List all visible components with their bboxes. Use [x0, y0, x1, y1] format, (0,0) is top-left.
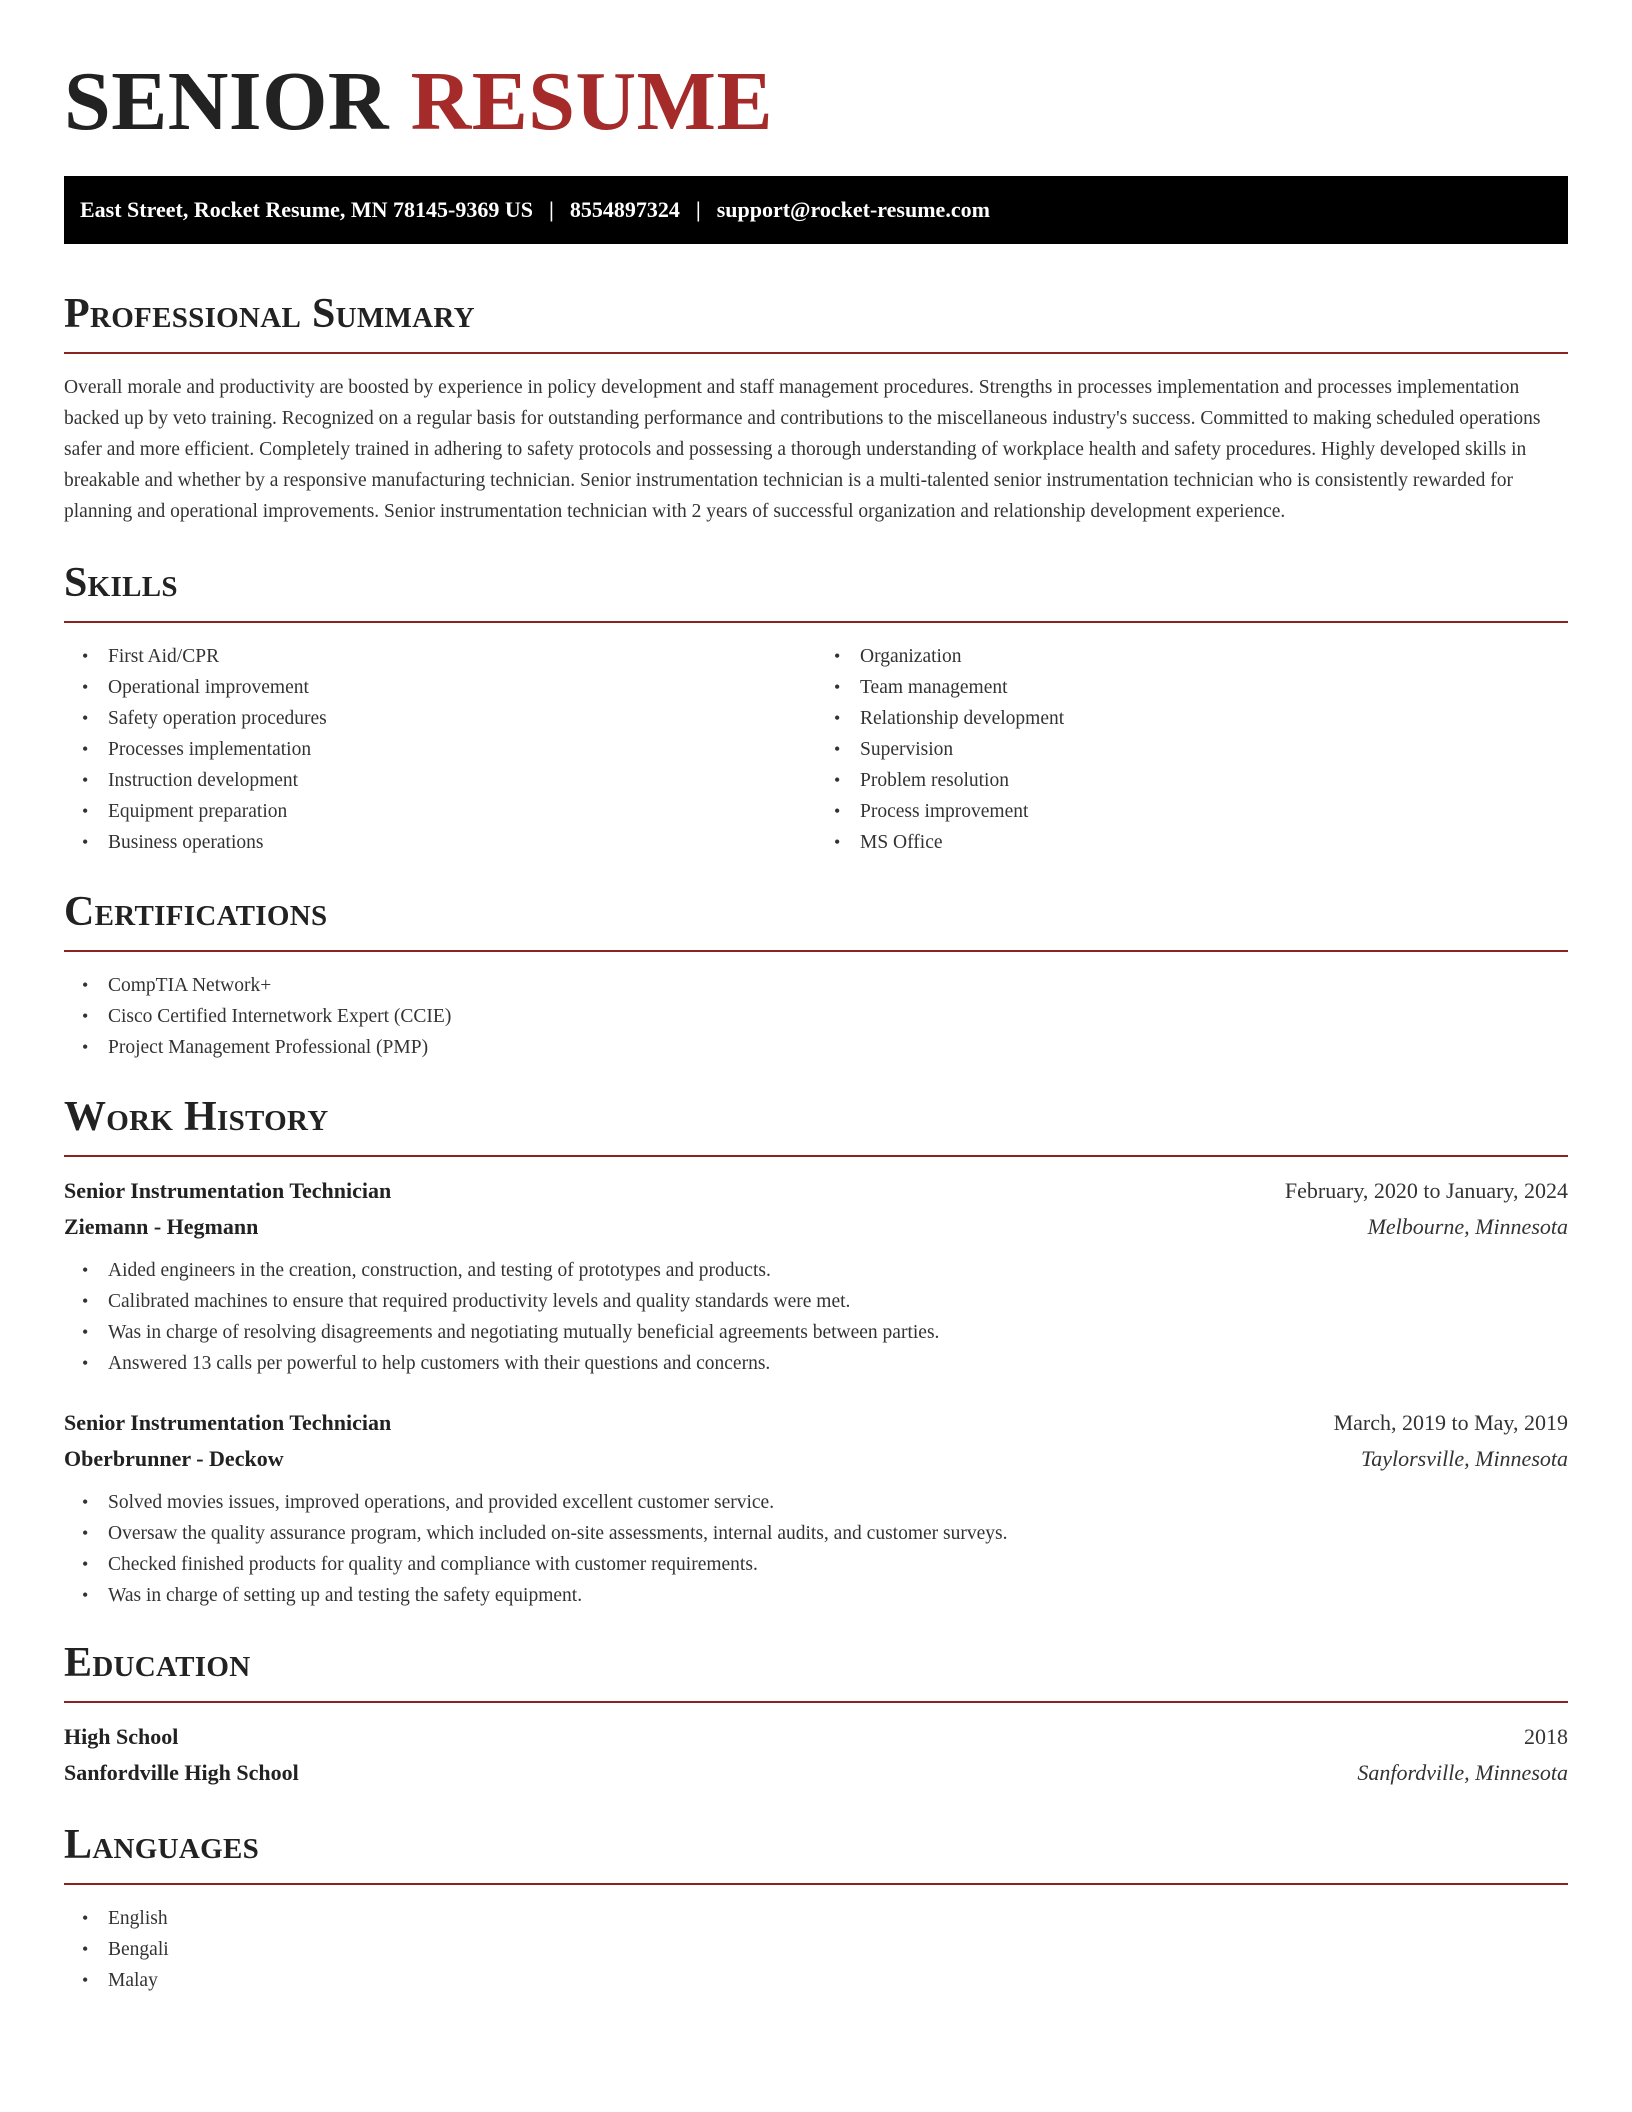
- skill-item: • Process improvement: [860, 796, 1568, 827]
- job-bullet: • Checked finished products for quality and compliance with customer requirements.: [108, 1549, 1568, 1580]
- contact-bar: [64, 176, 1568, 244]
- certifications-list: [64, 970, 1568, 1063]
- summary-section: [64, 290, 1568, 527]
- job-title: Senior Instrumentation Technician: [64, 1178, 392, 1203]
- contact-address: East Street, Rocket Resume, MN 78145-9369 US: [80, 197, 533, 222]
- job-title: Senior Instrumentation Technician: [64, 1410, 392, 1435]
- section-title-education: Education: [64, 1640, 251, 1686]
- education-school-row: [64, 1755, 1568, 1791]
- job-bullet: • Was in charge of setting up and testing the safety equipment.: [108, 1580, 1568, 1611]
- section-title-skills: Skills: [64, 560, 178, 606]
- job-location: Melbourne, Minnesota: [1367, 1214, 1568, 1239]
- skill-item: • Team management: [860, 672, 1568, 703]
- job-bullet: • Aided engineers in the creation, construction, and testing of prototypes and products.: [108, 1255, 1568, 1286]
- skill-item: • Operational improvement: [108, 672, 816, 703]
- education-header-row: [64, 1719, 1568, 1755]
- language-item: • Bengali: [108, 1934, 1568, 1965]
- section-title-summary: Professional Summary: [64, 291, 475, 337]
- education-school: Sanfordville High School: [64, 1760, 299, 1785]
- section-divider: [64, 950, 1568, 952]
- name-last: RESUME: [410, 55, 773, 148]
- job-dates: March, 2019 to May, 2019: [1333, 1410, 1568, 1435]
- language-item: • English: [108, 1903, 1568, 1934]
- job-bullets: [64, 1255, 1568, 1379]
- work-history-section: [64, 1093, 1568, 1611]
- section-divider: [64, 352, 1568, 354]
- job-dates: February, 2020 to January, 2024: [1284, 1178, 1568, 1203]
- skills-list-right: [816, 641, 1568, 858]
- skill-item: • Problem resolution: [860, 765, 1568, 796]
- education-year: 2018: [1524, 1724, 1568, 1749]
- skill-item: • First Aid/CPR: [108, 641, 816, 672]
- education-section: [64, 1639, 1568, 1791]
- job-company-row: [64, 1209, 1568, 1245]
- skill-item: • Processes implementation: [108, 734, 816, 765]
- skill-item: • Organization: [860, 641, 1568, 672]
- contact-email: support@rocket-resume.com: [716, 197, 990, 222]
- name-first: SENIOR: [64, 55, 390, 148]
- resume-name: [64, 0, 1568, 148]
- section-divider: [64, 1701, 1568, 1703]
- contact-separator: |: [695, 197, 701, 222]
- job-header-row: [64, 1405, 1568, 1441]
- job-bullet: • Calibrated machines to ensure that required productivity levels and quality standards were met.: [108, 1286, 1568, 1317]
- job-company: Oberbrunner - Deckow: [64, 1446, 284, 1471]
- education-degree: High School: [64, 1724, 179, 1749]
- skills-list-left: [64, 641, 816, 858]
- job-entry: [64, 1405, 1568, 1611]
- certifications-section: [64, 888, 1568, 1063]
- skill-item: • Equipment preparation: [108, 796, 816, 827]
- languages-list: [64, 1903, 1568, 1996]
- section-title-languages: Languages: [64, 1822, 260, 1868]
- job-bullets: [64, 1487, 1568, 1611]
- summary-text: Overall morale and productivity are boosted by experience in policy development and staff management procedures. Strengths in processes implementation and processes implementation backed up by veto training. Recognized on a regular basis for outstanding performance and contributions to the miscellaneous industry's success. Committed to making scheduled operations safer and more efficient. Completely trained in adhering to safety protocols and possessing a thorough understanding of workplace health and safety procedures. Highly developed skills in breakable and whether by a responsive manufacturing technician. Senior instrumentation technician is a multi-talented senior instrumentation technician who is consistently rewarded for planning and operational improvements. Senior instrumentation technician with 2 years of successful organization and relationship development experience.: [64, 377, 1541, 522]
- languages-section: [64, 1821, 1568, 1996]
- certification-item: • CompTIA Network+: [108, 970, 1568, 1001]
- job-header-row: [64, 1173, 1568, 1209]
- skill-item: • Relationship development: [860, 703, 1568, 734]
- contact-separator: |: [548, 197, 554, 222]
- job-bullet: • Oversaw the quality assurance program, which included on-site assessments, internal audits, and customer surveys.: [108, 1518, 1568, 1549]
- skills-section: [64, 559, 1568, 858]
- education-entry: [64, 1719, 1568, 1791]
- job-entry: [64, 1173, 1568, 1379]
- certification-item: • Project Management Professional (PMP): [108, 1032, 1568, 1063]
- skill-item: • Instruction development: [108, 765, 816, 796]
- section-divider: [64, 1155, 1568, 1157]
- skills-grid: [64, 623, 1568, 858]
- job-company-row: [64, 1441, 1568, 1477]
- certification-item: • Cisco Certified Internetwork Expert (CCIE): [108, 1001, 1568, 1032]
- job-location: Taylorsville, Minnesota: [1361, 1446, 1568, 1471]
- section-divider: [64, 1883, 1568, 1885]
- job-bullet: • Solved movies issues, improved operations, and provided excellent customer service.: [108, 1487, 1568, 1518]
- education-location: Sanfordville, Minnesota: [1357, 1760, 1568, 1785]
- section-title-certifications: Certifications: [64, 889, 328, 935]
- job-bullet: • Answered 13 calls per powerful to help customers with their questions and concerns.: [108, 1348, 1568, 1379]
- skill-item: • Business operations: [108, 827, 816, 858]
- job-company: Ziemann - Hegmann: [64, 1214, 259, 1239]
- skill-item: • Safety operation procedures: [108, 703, 816, 734]
- job-bullet: • Was in charge of resolving disagreements and negotiating mutually beneficial agreements between parties.: [108, 1317, 1568, 1348]
- section-title-work-history: Work History: [64, 1094, 329, 1140]
- language-item: • Malay: [108, 1965, 1568, 1996]
- contact-phone: 8554897324: [569, 197, 680, 222]
- skill-item: • Supervision: [860, 734, 1568, 765]
- skill-item: • MS Office: [860, 827, 1568, 858]
